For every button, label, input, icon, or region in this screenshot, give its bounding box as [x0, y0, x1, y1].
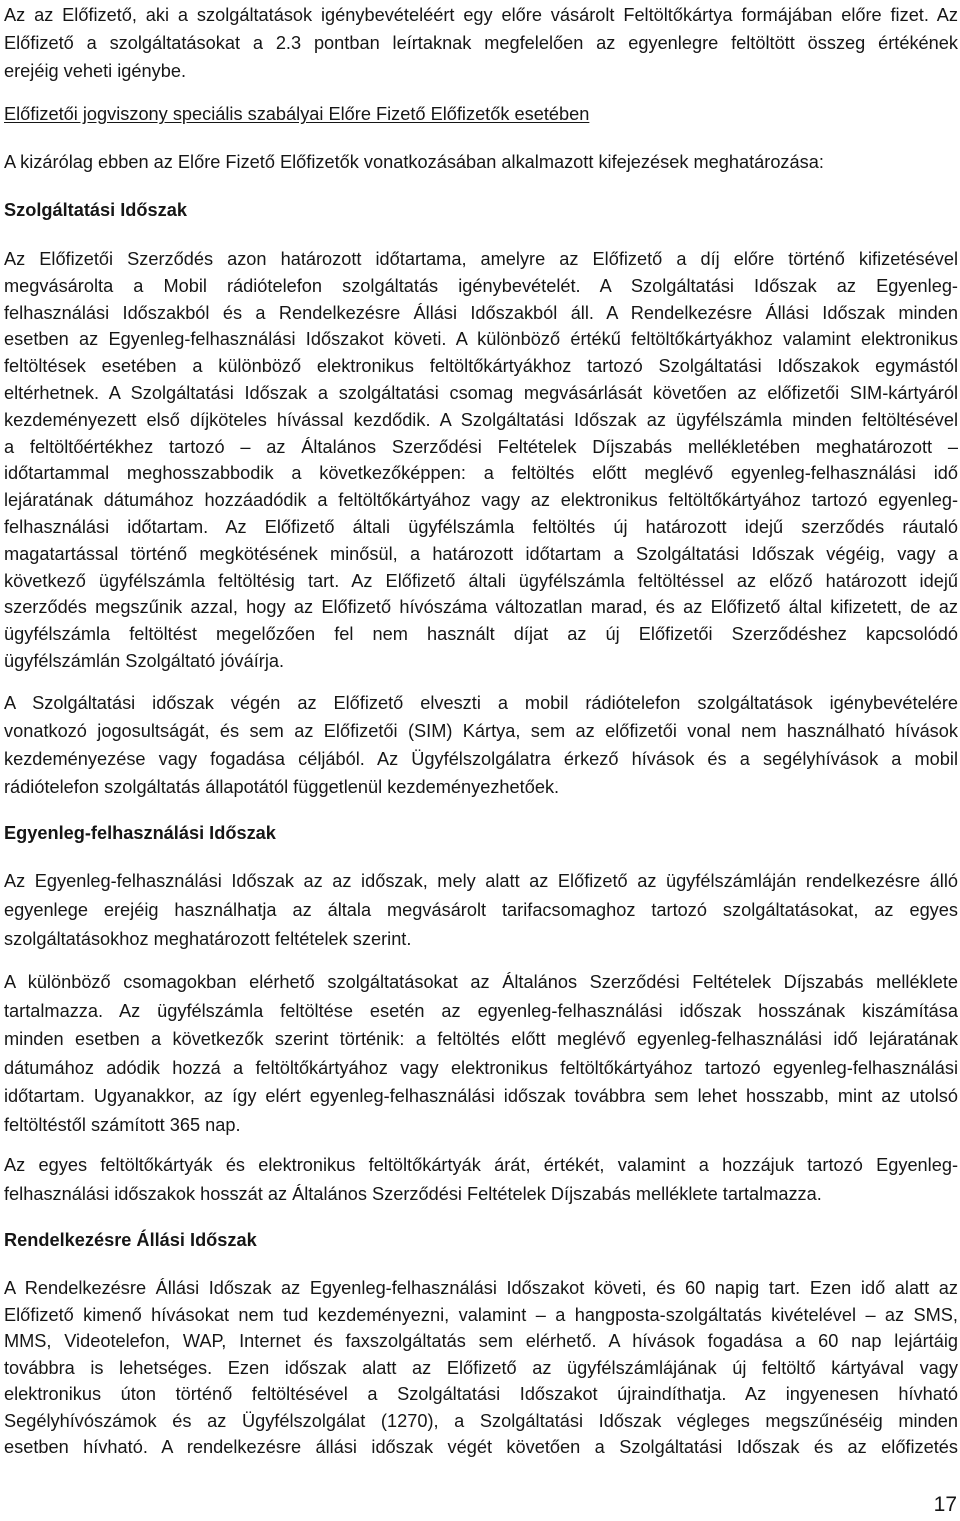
paragraph-line: eltérhetnek. A Szolgáltatási Időszak a szolgáltatási csomag megvásárlását követően az előfizetői SIM-kártyáról [4, 382, 958, 403]
paragraph-line: Az Egyenleg-felhasználási Időszak az az időszak, mely alatt az Előfizető az ügyfélszámláján rendelkezésre álló [4, 871, 958, 891]
intro-paragraph [4, 1, 958, 85]
paragraph-line: a feltöltőértékhez tartozó – az Általános Szerződési Feltételek Díjszabás mellékletében meghatározott – [4, 436, 958, 457]
service-period-heading: Szolgáltatási Időszak [4, 200, 187, 220]
balance-period-prices-paragraph [4, 1151, 958, 1209]
paragraph-line: Az Előfizetői Szerződés azon határozott időtartama, amelyre az Előfizető a díj előre történő kifizetésével [4, 249, 958, 269]
section-title: Előfizetői jogviszony speciális szabályai Előre Fizető Előfizetők esetében [4, 104, 590, 124]
paragraph-line: esetben az Egyenleg-felhasználási Időszakot követi. A különböző értékű feltöltőkártyákhoz valamint elektronikus [4, 329, 958, 350]
paragraph-line: szerződés megszűnik azzal, hogy az Előfizető hívószáma változatlan marad, és az Előfizető által kifizetett, de az [4, 597, 958, 618]
paragraph-line: továbbra is lehetséges. Ezen időszak alatt az Előfizető az ügyfélszámlájának új feltöltő kártyával vagy [4, 1357, 958, 1378]
paragraph-line: feltöltéstől számított 365 nap. [4, 1114, 241, 1135]
paragraph-line: felhasználási időtartam. Az Előfizető általi ügyfélszámla feltöltés új határozott idejű szerződés ráutaló [4, 516, 958, 537]
paragraph-line: kezdeményezett első díjköteles hívással kezdődik. A Szolgáltatási Időszak az ügyfélszámla minden feltöltésével [4, 409, 958, 430]
paragraph-line: Az az Előfizető, aki a szolgáltatások igénybevételéért egy előre vásárolt Feltöltőkártya formájában előre fizet. Az [4, 5, 958, 25]
service-period-expiry-paragraph [4, 689, 958, 801]
paragraph-line: lejáratának dátumához hozzáadódik a feltöltőkártyához vagy az elektronikus feltöltőkártyához tartozó egyenleg- [4, 490, 958, 511]
paragraph-line: Előfizető kimenő hívásokat nem tud kezdeményezni, valamint – a hangposta-szolgáltatás kivételével – az SMS, [4, 1304, 958, 1325]
paragraph-line: szolgáltatásokhoz meghatározott feltételek szerint. [4, 929, 412, 949]
paragraph-line: feltöltések esetében a különböző elektronikus feltöltőkártyákhoz tartozó Szolgáltatási Időszakok egymástól [4, 356, 958, 377]
paragraph-line: rádiótelefon szolgáltatás állapotától függetlenül kezdeményezhetőek. [4, 777, 560, 797]
paragraph-line: ügyfélszámla feltöltést megelőzően fel nem használt díjat az új Előfizetői Szerződéshez kapcsolódó [4, 624, 958, 645]
paragraph-line: felhasználási időszakok hosszát az Általános Szerződési Feltételek Díjszabás melléklete tartalmazza. [4, 1184, 822, 1204]
paragraph-line: A Rendelkezésre Állási Időszak az Egyenleg-felhasználási Időszakot követi, és 60 napig tart. Ezen idő alatt az [4, 1278, 958, 1298]
paragraph-line: dátumához adódik hozzá a feltöltőkártyához vagy elektronikus feltöltőkártyához tartozó egyenleg-felhasználási [4, 1057, 958, 1078]
page-number: 17 [933, 1493, 957, 1516]
paragraph-line: Segélyhívószámok és az Ügyfélszolgálat (1270), a Szolgáltatási Időszak végleges megszűnéséig minden [4, 1410, 958, 1431]
paragraph-line: magatartással történő megkötésének minősül, a határozott időtartam a Szolgáltatási Időszak végéig, vagy a [4, 543, 958, 564]
paragraph-line: A kizárólag ebben az Előre Fizető Előfizetők vonatkozásában alkalmazott kifejezések meghatározása: [4, 152, 824, 172]
paragraph-line: egyenlege erejéig használhatja az általa megvásárolt tarifacsomaghoz tartozó szolgáltatásokat, az egyes [4, 900, 958, 920]
definitions-intro-paragraph [4, 148, 958, 176]
paragraph-line: kezdeményezése vagy fogadása céljából. Az Ügyfélszolgálatra érkező hívások és a segélyhívások a mobil [4, 749, 958, 769]
paragraph-line: vonatkozó jogosultságát, és sem az Előfizetői (SIM) Kártya, sem az előfizetői vonal nem használható hívások [4, 721, 958, 741]
paragraph-line: felhasználási Időszakból és a Rendelkezésre Állási Időszakból áll. A Rendelkezésre Állási Időszak minden [4, 302, 958, 323]
paragraph-line: megvásárolta a Mobil rádiótelefon szolgáltatás igénybevételét. A Szolgáltatási Időszak az Egyenleg- [4, 275, 958, 296]
paragraph-line: elektronikus úton történő feltöltésével a Szolgáltatási Időszakot újraindíthatja. Az ingyenesen hívható [4, 1384, 958, 1404]
paragraph-line: következő ügyfélszámla feltöltésig tart. Az Előfizető általi ügyfélszámla feltöltéssel az előző határozott idejű [4, 570, 958, 591]
paragraph-line: erejéig veheti igénybe. [4, 61, 186, 81]
paragraph-line: A Szolgáltatási időszak végén az Előfizető elveszti a mobil rádiótelefon szolgáltatások igénybevételére [4, 693, 958, 713]
paragraph-line: időtartammal meghosszabbodik a következőképpen: a feltöltés előtt meglévő egyenleg-felhasználási idő [4, 463, 958, 484]
paragraph-line: MMS, Videotelefon, WAP, Internet és faxszolgáltatás sem elérhető. A hívások fogadása a 60 nap lejártáig [4, 1331, 958, 1351]
service-period-definition-paragraph [4, 246, 958, 675]
paragraph-line: Előfizető a szolgáltatásokat a 2.3 pontban leírtaknak megfelelően az egyenlegre feltöltött összeg értékének [4, 33, 958, 53]
paragraph-line: minden esetben a következők szerint történik: a feltöltés előtt meglévő egyenleg-felhasználási idő lejáratának [4, 1029, 958, 1050]
paragraph-line: időtartam. Ugyanakkor, az így elért egyenleg-felhasználási időszak továbbra sem lehet hosszabb, mint az utolsó [4, 1086, 958, 1107]
balance-period-heading: Egyenleg-felhasználási Időszak [4, 823, 276, 843]
availability-period-heading: Rendelkezésre Állási Időszak [4, 1230, 257, 1250]
paragraph-line: tartalmazza. Az ügyfélszámla feltöltése esetén az egyenleg-felhasználási időszak hosszának kiszámítása [4, 1000, 958, 1021]
paragraph-line: Az egyes feltöltőkártyák és elektronikus feltöltőkártyák árát, értékét, valamint a hozzájuk tartozó Egyenleg- [4, 1155, 958, 1175]
paragraph-line: A különböző csomagokban elérhető szolgáltatásokat az Általános Szerződési Feltételek Díjszabás melléklete [4, 972, 958, 992]
balance-period-definition-paragraph [4, 867, 958, 954]
balance-period-calculation-paragraph [4, 968, 958, 1140]
paragraph-line: ügyfélszámlán Szolgáltató jóváírja. [4, 650, 285, 671]
paragraph-line: esetben hívható. A rendelkezésre állási időszak végét követően a Szolgáltatási Időszak és az előfizetés [4, 1437, 958, 1457]
availability-period-definition-paragraph [4, 1275, 958, 1461]
